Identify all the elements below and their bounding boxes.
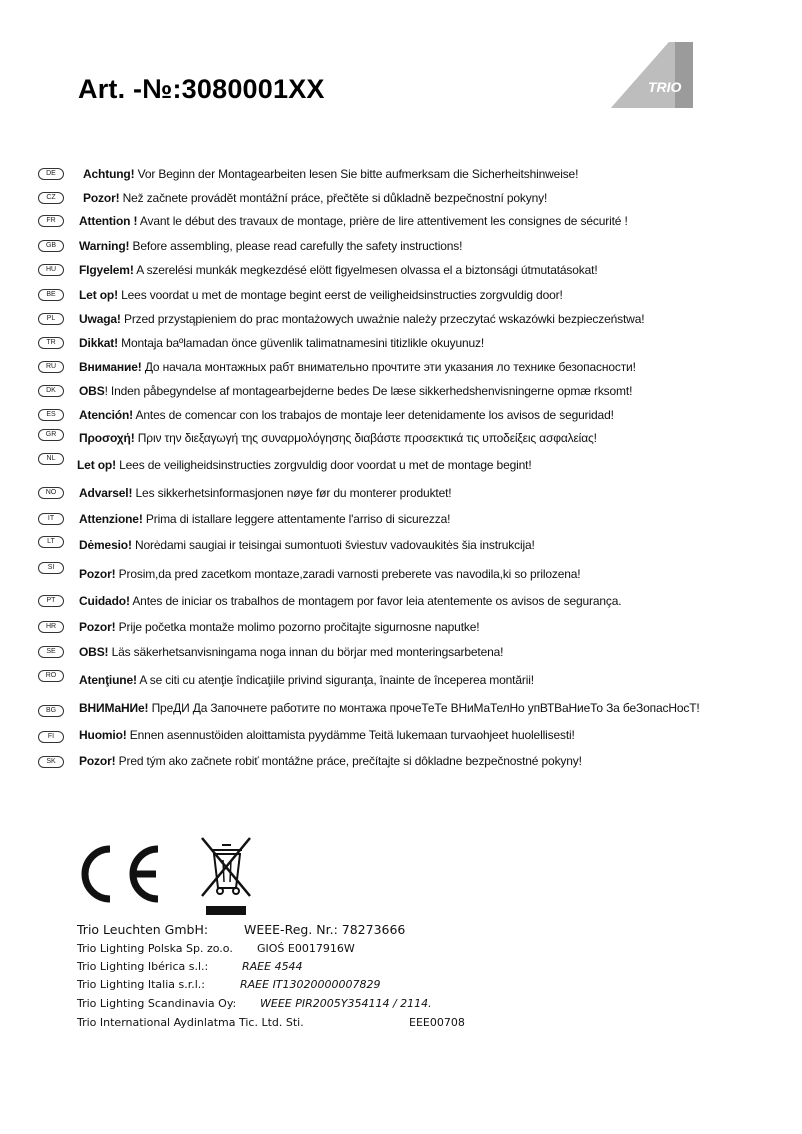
notice-text: Avant le début des travaux de montage, prière de lire attentivement les consignes de sécurité ! — [137, 214, 628, 228]
language-badge: NL — [38, 453, 64, 465]
notice-title: Huomio! — [79, 728, 127, 742]
logo-text: TRIO — [648, 79, 682, 95]
registration-number: WEEE PIR2005Y354114 / 2114. — [260, 997, 432, 1010]
notice-title: Warning! — [79, 239, 130, 253]
notice-text: Ennen asennustöiden aloittamista pyydämme Teitä lukemaan turvaohjeet huolellisesti! — [126, 728, 575, 742]
notice-title: Pozor! — [83, 191, 120, 205]
notice-title: Pozor! — [79, 567, 116, 581]
registration-number: RAEE 4544 — [242, 960, 303, 973]
notice-text: Lees de veiligheidsinstructies zorgvuldig door voordat u met de montage begint! — [115, 458, 532, 472]
notice-title: Let op! — [77, 458, 116, 472]
notice-title: Pozor! — [79, 620, 116, 634]
language-badge: TR — [38, 337, 64, 349]
notice-text: До начала монтажных рабт внимательно прочтите эти указания ло технике безопасности! — [141, 360, 636, 374]
notice-title: Προσοχή! — [79, 431, 135, 445]
notice-title: Pozor! — [79, 754, 116, 768]
notice-text: Pred tým ako začnete robiť montážne práce, prečítajte si dôkladne bezpečnostné pokyny! — [115, 754, 582, 768]
language-badge: RO — [38, 670, 64, 682]
registration-number: RAEE IT13020000007829 — [240, 978, 381, 991]
language-badge: IT — [38, 513, 64, 525]
language-badge: DE — [38, 168, 64, 180]
language-badge: HU — [38, 264, 64, 276]
company-name: Trio Lighting Scandinavia Oy: — [77, 997, 237, 1010]
company-name: Trio Leuchten GmbH: — [77, 922, 209, 937]
language-badge: FI — [38, 731, 64, 743]
company-row — [77, 922, 406, 937]
notice-title: Attention ! — [79, 214, 138, 228]
notice-text: Lees voordat u met de montage begint eerst de veiligheidsinstructies zorgvuldig door! — [117, 288, 563, 302]
language-badge: CZ — [38, 192, 64, 204]
language-badge: GR — [38, 429, 64, 441]
notice-text: Norėdami saugiai ir teisingai sumontuoti šviestuv vadovaukitės šia instrukcija! — [131, 538, 535, 552]
notice-title: OBS — [79, 384, 105, 398]
notice-text: Než začnete provádět montážní práce, přečtěte si důkladně bezpečnostní pokyny! — [119, 191, 548, 205]
notice-title: Dėmesio! — [79, 538, 132, 552]
notice-text: Przed przystąpieniem do prac montażowych uważnie należy przeczytać wskazówki bezpieczeństwa! — [120, 312, 645, 326]
language-badge: BG — [38, 705, 64, 717]
notice-text: A szerelési munkák megkezdésé elött figyelmesen olvassa el a biztonsági útmutatásokat! — [133, 263, 598, 277]
article-number: Art. -№:3080001XX — [78, 74, 325, 104]
language-badge: LT — [38, 536, 64, 548]
company-name: Trio Lighting Italia s.r.l.: — [77, 978, 206, 991]
notice-text: A se citi cu atenţie îndicaţiile privind siguranţa, înainte de începerea montării! — [136, 673, 534, 687]
company-name: Trio Lighting Polska Sp. zo.o. — [77, 942, 233, 955]
language-badge: BE — [38, 289, 64, 301]
notice-text: Läs säkerhetsanvisningama noga innan du börjar med monteringsarbetena! — [108, 645, 504, 659]
notice-title: OBS! — [79, 645, 109, 659]
language-badge: GB — [38, 240, 64, 252]
language-badge: SE — [38, 646, 64, 658]
ce-mark-icon — [76, 845, 164, 903]
notice-text: ! Inden påbegyndelse af montagearbejderne bedes De læse sikkerhedshenvisningerne opmæ rksomt! — [104, 384, 633, 398]
language-badge: PT — [38, 595, 64, 607]
language-badge: FR — [38, 215, 64, 227]
notice-title: Dikkat! — [79, 336, 118, 350]
notice-text: ПреДИ Да Започнете работите по монтажа прочеТеТе ВНиМаТелНо упВТВаНиеТо За беЗопасНосТ! — [148, 701, 700, 715]
language-badge: ES — [38, 409, 64, 421]
company-row — [77, 960, 303, 973]
notice-title: ВНИМаНИе! — [79, 701, 149, 715]
notice-text: Vor Beginn der Montagearbeiten lesen Sie bitte aufmerksam die Sicherheitshinweise! — [134, 167, 579, 181]
language-badge: PL — [38, 313, 64, 325]
notice-text: Antes de iniciar os trabalhos de montagem por favor leia atentemente os avisos de segurança. — [129, 594, 622, 608]
language-badge: HR — [38, 621, 64, 633]
notice-title: Внимание! — [79, 360, 142, 374]
language-badge: RU — [38, 361, 64, 373]
language-badge: NO — [38, 487, 64, 499]
language-badge: SK — [38, 756, 64, 768]
notice-text: Prije početka montaže molimo pozorno pročitajte sigurnosne naputke! — [115, 620, 480, 634]
registration-number: WEEE-Reg. Nr.: 78273666 — [244, 922, 406, 937]
company-row — [77, 1016, 465, 1029]
notice-text: Prima di istallare leggere attentamente l'arriso di sicurezza! — [142, 512, 451, 526]
notice-title: Attenzione! — [79, 512, 143, 526]
notice-title: Cuidado! — [79, 594, 130, 608]
company-name: Trio Lighting Ibérica s.l.: — [77, 960, 209, 973]
registration-number: GIOŚ E0017916W — [257, 942, 355, 955]
notice-text: Antes de comencar con los trabajos de montaje leer detenidamente los avisos de seguridad! — [132, 408, 614, 422]
company-row — [77, 997, 432, 1010]
company-name: Trio International Aydinlatma Tic. Ltd. Sti. — [77, 1016, 304, 1029]
notice-title: Advarsel! — [79, 486, 133, 500]
notice-text: Before assembling, please read carefully the safety instructions! — [129, 239, 463, 253]
language-badge: SI — [38, 562, 64, 574]
notice-title: Achtung! — [83, 167, 135, 181]
notice-text: Les sikkerhetsinformasjonen nøye før du monterer produktet! — [132, 486, 452, 500]
crossed-out-wheelie-bin-icon — [198, 836, 254, 916]
notice-title: Uwaga! — [79, 312, 121, 326]
company-row — [77, 978, 381, 991]
notice-text: Πριν την διεξαγωγή της συναρμολόγησης διαβάστε προσεκτικά τις υποδείξεις ασφαλείας! — [134, 431, 597, 445]
notice-title: FIgyelem! — [79, 263, 134, 277]
company-row — [77, 942, 355, 955]
notice-title: Atención! — [79, 408, 133, 422]
registration-number: EEE00708 — [409, 1016, 465, 1029]
notice-title: Atenţiune! — [79, 673, 137, 687]
notice-text: Prosim,da pred zacetkom montaze,zaradi varnosti preberete vas navodila,ki so prilozena! — [115, 567, 581, 581]
notice-title: Let op! — [79, 288, 118, 302]
language-badge: DK — [38, 385, 64, 397]
notice-text: Montaja baºlamadan önce güvenlik talimatnamesini titizlikle okuyunuz! — [117, 336, 485, 350]
